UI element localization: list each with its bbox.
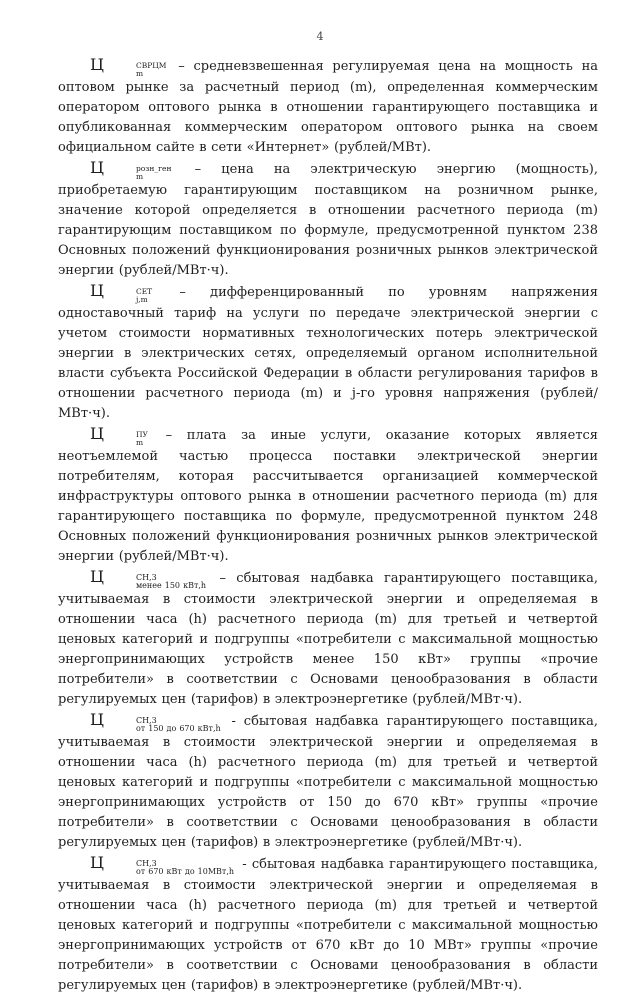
symbol-indices: СЕТ j,m [135,287,153,304]
page-number: 4 [316,30,324,43]
symbol-indices: СН,3 менее 150 кВт,h [135,573,207,590]
formula-symbol: Ц [90,424,104,443]
formula-symbol: Ц [90,710,104,729]
definition-text: – плата за иные услуги, оказание которых является неотъемлемой частью процесса поставки электрической энергии потребителям, которая рассчитывается организацией коммерческой инфраструктуры оптового рынка в отношении расчетного периода (m) для гарантирующего поставщика по формуле, предусмотренной пунктом 248 Основных положений функционирования розничных рынков электрической энергии (рублей/МВт·ч). [58,428,598,564]
symbol-indices: СН,3 от 150 до 670 кВт,h [135,716,221,733]
definition-pu [58,424,598,567]
formula-symbol: Ц [90,567,104,586]
symbol-indices: СН,3 от 670 кВт до 10МВт,h [135,859,235,876]
definition-set [58,281,598,424]
definition-rozn-gen [58,158,598,281]
symbol-indices: розн_ген m [135,164,172,181]
definition-text: – средневзвешенная регулируемая цена на мощность на оптовом рынке за расчетный период (m), определенная коммерческим оператором оптового рынка в отношении гарантирующего поставщика и опубликованная коммерческим оператором оптового рынка на своем официальном сайте в сети «Интернет» (рублей/МВт). [58,59,598,155]
symbol-indices: СВРЦМ m [135,61,167,78]
formula-symbol: Ц [90,158,104,177]
formula-symbol: Ц [90,281,104,300]
symbol-indices: ПУ m [135,430,148,447]
formula-symbol: Ц [90,55,104,74]
definition-text: – дифференцированный по уровням напряжения одноставочный тариф на услуги по передаче электрической энергии с учетом стоимости нормативных технологических потерь электрической энергии в электрических сетях, определяемый органом исполнительной власти субъекта Российской Федерации в области регулирования тарифов в отношении расчетного периода (m) и j-го уровня напряжения (рублей/МВт·ч). [58,285,598,421]
definition-sn-under-150 [58,567,598,710]
definition-text: - сбытовая надбавка гарантирующего поставщика, учитываемая в стоимости электрической энергии и определяемая в отношении часа (h) расчетного периода (m) для третьей и четвертой ценовых категорий и подгруппы «потребители с максимальной мощностью энергопринимающих устройств от 150 до 670 кВт» группы «прочие потребители» в соответствии с Основами ценообразования в области регулируемых цен (тарифов) в электроэнергетике (рублей/МВт·ч). [58,714,598,850]
definition-text: – сбытовая надбавка гарантирующего поставщика, учитываемая в стоимости электрической энергии и определяемая в отношении часа (h) расчетного периода (m) для третьей и четвертой ценовых категорий и подгруппы «потребители с максимальной мощностью энергопринимающих устройств менее 150 кВт» группы «прочие потребители» в соответствии с Основами ценообразования в области регулируемых цен (тарифов) в электроэнергетике (рублей/МВт·ч). [58,571,598,707]
definition-sn-670-10mw [58,853,598,996]
definition-sn-150-670 [58,710,598,853]
definition-text: – цена на электрическую энергию (мощность), приобретаемую гарантирующим поставщиком на розничном рынке, значение которой определяется в отношении расчетного периода (m) гарантирующим поставщиком по формуле, предусмотренной пунктом 238 Основных положений функционирования розничных рынков электрической энергии (рублей/МВт·ч). [58,162,598,278]
definition-text: - сбытовая надбавка гарантирующего поставщика, учитываемая в стоимости электрической энергии и определяемая в отношении часа (h) расчетного периода (m) для третьей и четвертой ценовых категорий и подгруппы «потребители с максимальной мощностью энергопринимающих устройств от 670 кВт до 10 МВт» группы «прочие потребители» в соответствии с Основами ценообразования в области регулируемых цен (тарифов) в электроэнергетике (рублей/МВт·ч). [58,857,598,993]
definition-cvrcm [58,55,598,158]
formula-symbol: Ц [90,853,104,872]
document-body [58,55,598,996]
